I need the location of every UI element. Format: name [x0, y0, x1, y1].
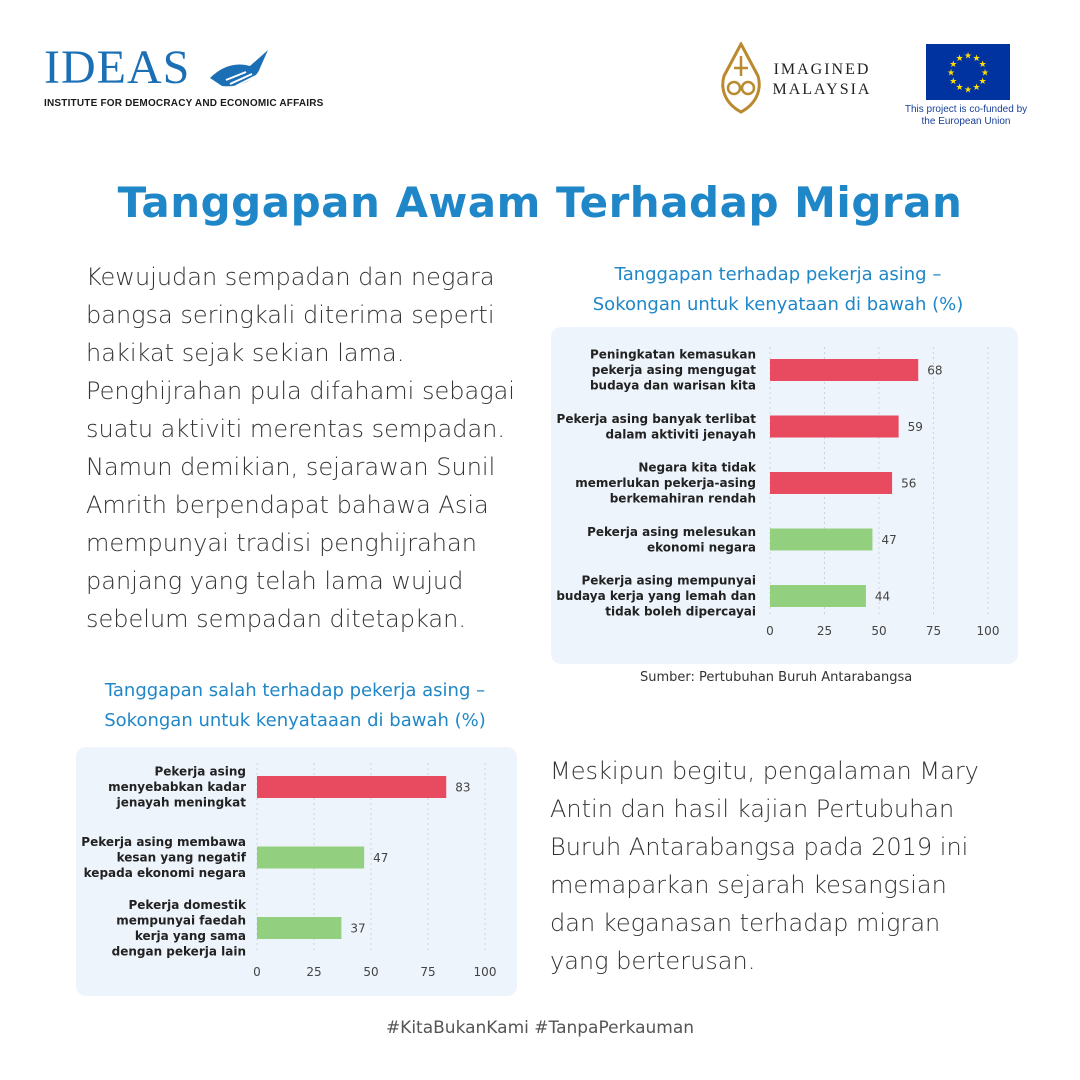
category-label: Pekerja asing mempunyai: [581, 573, 756, 588]
category-label: mempunyai faedah: [116, 913, 246, 928]
eu-star-icon: ★: [955, 83, 964, 94]
bar: [770, 416, 899, 438]
chart2-title-line2: Sokongan untuk kenyataaan di bawah (%): [104, 710, 486, 731]
category-label: tidak boleh dipercayai: [605, 604, 756, 619]
eu-star-icon: ★: [946, 68, 956, 79]
data-label: 44: [874, 589, 891, 604]
category-label: Peningkatan kemasukan: [589, 347, 756, 362]
eu-star-icon: ★: [980, 68, 990, 79]
ideas-bird-logo-icon: [206, 44, 272, 94]
eu-caption: [896, 104, 1036, 128]
category-label: ekonomi negara: [646, 540, 756, 555]
chart2-title: [60, 676, 530, 736]
x-tick-label: 25: [306, 965, 322, 979]
chart2-title-line1: Tanggapan salah terhadap pekerja asing –: [104, 680, 486, 701]
category-label: Pekerja asing membawa: [81, 835, 246, 849]
page-title: Tanggapan Awam Terhadap Migran: [117, 178, 963, 227]
category-label: Pekerja domestik: [128, 897, 246, 912]
intro-paragraph: Kewujudan sempadan dan negara bangsa seringkali diterima seperti hakikat sejak sekian lama. Penghijrahan pula difahami sebagai suatu aktiviti merentas sempadan. Namun demikian, sejarawan Sunil Amrith berpendapat bahawa Asia mempunyai tradisi penghijrahan panjang yang telah lama wujud sebelum sempadan ditetapkan.: [86, 263, 515, 633]
category-label: menyebabkan kadar: [108, 780, 246, 794]
eu-star-icon: ★: [978, 77, 987, 87]
category-label: Pekerja asing melesukan: [587, 524, 756, 539]
eu-star-icon: ★: [963, 85, 973, 96]
chart2-svg: [76, 747, 517, 996]
data-label: 37: [350, 921, 366, 936]
bar: [770, 472, 892, 494]
x-tick-label: 75: [925, 624, 942, 638]
x-tick-label: 25: [816, 624, 833, 638]
malaysia-line: MALAYSIA: [772, 81, 872, 98]
category-label: pekerja asing mengugat: [591, 363, 756, 377]
chart1-panel: [551, 327, 1018, 664]
eu-star-icon: ★: [972, 83, 981, 94]
category-label: dalam aktiviti jenayah: [605, 427, 756, 442]
bar: [770, 529, 872, 551]
category-label: memerlukan pekerja-asing: [575, 476, 756, 490]
chart1-title-line2: Sokongan untuk kenyataan di bawah (%): [592, 294, 964, 315]
data-label: 56: [901, 476, 917, 491]
x-tick-label: 100: [976, 624, 1000, 638]
data-label: 83: [455, 780, 471, 795]
bar: [770, 585, 866, 607]
category-label: kerja yang sama: [134, 928, 246, 943]
chart1-svg: [551, 327, 1018, 664]
x-tick-label: 50: [363, 965, 379, 979]
data-label: 59: [907, 420, 923, 434]
category-label: dengan pekerja lain: [111, 944, 246, 959]
bar: [770, 359, 918, 381]
x-tick-label: 75: [420, 965, 436, 979]
outro-paragraph: Meskipun begitu, pengalaman Mary Antin dan hasil kajian Pertubuhan Buruh Antarabangsa pada 2019 ini memaparkan sejarah kesangsian dan keganasan terhadap migran yang berterusan.: [550, 757, 979, 975]
category-label: Pekerja asing: [154, 764, 246, 779]
eu-star-icon: ★: [972, 53, 981, 64]
imagined-malaysia-wordmark: [752, 60, 892, 100]
data-label: 47: [373, 851, 389, 865]
hashtags: #KitaBukanKami #TanpaPerkauman: [385, 1018, 695, 1038]
category-label: kepada ekonomi negara: [83, 866, 246, 880]
bar: [257, 917, 341, 939]
ideas-wordmark: IDEAS: [44, 41, 191, 94]
category-label: Negara kita tidak: [638, 460, 756, 475]
category-label: budaya dan warisan kita: [589, 378, 756, 393]
eu-flag: [926, 44, 1010, 100]
eu-star-icon: ★: [963, 51, 973, 62]
category-label: Pekerja asing banyak terlibat: [556, 411, 756, 426]
chart1-title: [548, 260, 1008, 320]
eu-caption-line2: the European Union: [921, 116, 1011, 127]
source-note: Sumber: Pertubuhan Buruh Antarabangsa: [640, 670, 913, 685]
category-label: berkemahiran rendah: [609, 491, 756, 506]
eu-stars-icon: [926, 44, 1010, 100]
eu-caption-line1: This project is co-funded by: [904, 104, 1028, 115]
chart2-panel: [76, 747, 517, 996]
x-tick-label: 0: [766, 624, 774, 638]
ideas-subtitle: INSTITUTE FOR DEMOCRACY AND ECONOMIC AFFAIRS: [44, 98, 324, 109]
eu-star-icon: ★: [955, 53, 964, 64]
category-label: budaya kerja yang lemah dan: [556, 589, 756, 603]
data-label: 47: [881, 533, 897, 547]
chart1-title-line1: Tanggapan terhadap pekerja asing –: [614, 264, 942, 285]
x-tick-label: 50: [871, 624, 887, 638]
x-tick-label: 0: [253, 965, 261, 979]
imagined-line: IMAGINED: [773, 61, 871, 78]
bar: [257, 847, 364, 869]
eu-star-icon: ★: [978, 60, 987, 70]
category-label: kesan yang negatif: [116, 850, 246, 865]
eu-star-icon: ★: [949, 77, 958, 87]
category-label: jenayah meningkat: [116, 795, 246, 810]
data-label: 68: [927, 363, 943, 378]
x-tick-label: 100: [473, 965, 497, 979]
eu-star-icon: ★: [949, 60, 958, 70]
bar: [257, 776, 446, 798]
